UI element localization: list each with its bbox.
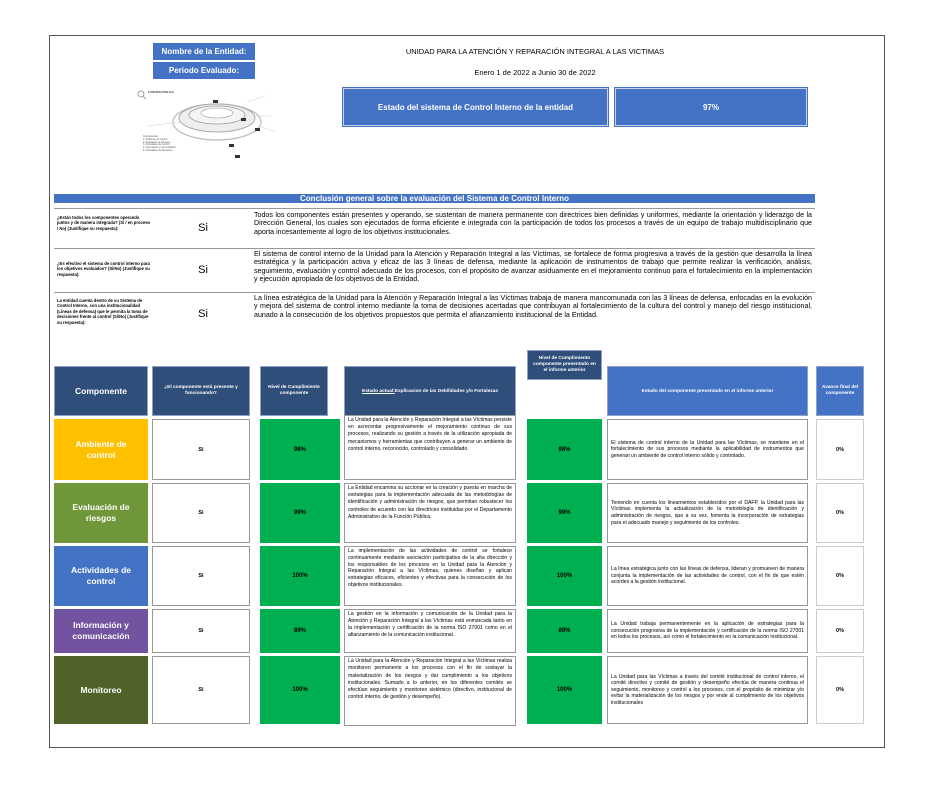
conclusion-text: La línea estratégica de la Unidad para la Atención y Reparación Integral a las Víctimas trabaja de manera mancomunada con las 3 líneas de defensa, enfocadas en la evolución y mejora del sistema de control interno mediante la toma de decisiones acertadas que contribuyan al fortalecimiento de la cultura del control y manejo del riesgo institucional, aunado a la consecución de los objetivos propuestos que permita el afianzamiento institucional de la Entidad.: [254, 294, 812, 319]
component-final: 0%: [816, 656, 864, 724]
component-description: La Unidad para la Atención y Reparación Integral a las Víctimas persiste en acrecentar progresivamente el mejoramiento continuo de sus procesos, realizando su gestión a través de la utilización apropiada de mecanismos y herramientas que contribuyen a generar un ambiente de control interno, reconocido, controlado y consolidado.: [344, 415, 516, 480]
component-prev-description: La Unidad para las Víctimas a través del comité institucional de control interno, el comité directivo y comité de gestión y desempeño efectúa de manera continua el seguimiento, monitoreo y control a los procesos, con el propósito de minimizar y/o evitar la materialización de los riesgos y por ende al cumplimiento de los objetivos institucionales: [607, 656, 808, 724]
component-level: 100%: [260, 546, 340, 606]
diagram-legend: [143, 136, 179, 153]
component-prev-description: Teniendo en cuenta los lineamientos establecidos por el DAFP, la Unidad para las Víctimas implementa la actualización de la metodología de identificación y administración de riesgos, que a su vez, fomenta la incorporación de estrategias para el adecuado manejo y seguimiento de los controles.: [607, 483, 808, 543]
component-level: 89%: [260, 609, 340, 653]
component-prev-level: 89%: [527, 609, 602, 653]
conclusion-row: [54, 248, 815, 290]
component-level: 98%: [260, 419, 340, 480]
entity-label: Nombre de la Entidad:: [153, 43, 255, 60]
header-componente: Componente: [54, 366, 148, 416]
component-description: La gestión en la información y comunicación de la Unidad para la Atención y Reparación Integral a las Víctimas está enmarcada tanto en la implementación y certificación de la norma ISO 27001 como en el afianzamiento de la comunicación institucional.: [344, 609, 516, 653]
component-level: 100%: [260, 656, 340, 724]
period-value: Enero 1 de 2022 a Junio 30 de 2022: [474, 68, 596, 77]
component-prev-level: 100%: [527, 546, 602, 606]
status-label-box: Estado del sistema de Control Interno de la entidad: [343, 88, 608, 126]
conclusion-table: [54, 206, 815, 344]
component-ambiente: Ambiente de control: [54, 419, 148, 480]
component-monitoreo: Monitoreo: [54, 656, 148, 724]
entity-value: UNIDAD PARA LA ATENCIÓN Y REPARACIÓN INTEGRAL A LAS VICTIMAS: [405, 47, 665, 56]
conclusion-answer: Si: [198, 264, 208, 276]
legend-item: 2. Evaluación de Riesgos: [143, 140, 170, 144]
component-prev-level: 98%: [527, 419, 602, 480]
header-avance: Avance final del componente: [816, 366, 864, 416]
conclusion-title: Conclusión general sobre la evaluación del Sistema de Control Interno: [54, 194, 815, 203]
component-present: Si: [152, 419, 250, 480]
component-prev-level: 99%: [527, 483, 602, 543]
conclusion-question: ¿Es efectivo el sistema de control interno para los objetivos evaluados? (Si/No) (Justifique su respuesta):: [57, 261, 150, 277]
header-nivel-anterior: Nivel de Cumplimiento componente presentado en el informe anterior: [527, 350, 602, 380]
component-description: La Unidad para la Atención y Reparación Integral a las Víctimas realiza monitoreo permanente a los procesos con el fin de soslayar la materialización de los riesgos y dar cumplimiento a los objetivos institucionales. Sumado a lo anterior, en los diferentes comités se efectúan seguimiento y monitoreo sistémico (directivo, institucional de control interno, de gestión y desempeño).: [344, 656, 516, 726]
component-present: Si: [152, 546, 250, 606]
legend-item: 4. Información y Comunicación: [143, 146, 176, 150]
component-present: Si: [152, 656, 250, 724]
component-present: Si: [152, 609, 250, 653]
component-riesgos: Evaluación de riesgos: [54, 483, 148, 543]
conclusion-answer: Si: [198, 222, 208, 234]
legend-item: 5. Actividades de Monitoreo: [143, 148, 173, 152]
header-estado-rest: Explicacion de las Debilidades y/o Fortalezas: [394, 388, 498, 394]
component-prev-level: 100%: [527, 656, 602, 724]
component-prev-description: La Unidad trabaja permanentemente en la aplicación de estrategias para la consecución progresiva de la implementación y certificación de la norma ISO 27001 en todos los procesos, así como el fortalecimiento en la comunicación institucional.: [607, 609, 808, 653]
conclusion-answer: Si: [198, 308, 208, 320]
component-present: Si: [152, 483, 250, 543]
conclusion-text: Todos los componentes están presentes y operando, se sustentan de manera permanente con directrices bien definidas y uniformes, mediante la orientación y liderazgo de la Dirección General, los cuales son ejecutados de forma eficiente e integrada con la participación de todos los procesos a través de un equipo de trabajo multidisciplinario que aporta incesantemente al logro de los objetivos institucionales.: [254, 211, 812, 236]
header-nivel: Nivel de Cumplimiento componente: [260, 366, 328, 416]
conclusion-text: El sistema de control interno de la Unidad para la Atención y Reparación Integral a las Víctimas, se fortalece de forma progresiva a través de la gestión que desarrolla la línea estratégica y la participación activa y eficaz de las 3 líneas de defensa, mediante la aplicación de instrumentos de trabajo que permite realizar la verificación, análisis, seguimiento, evaluación y control adecuado de los procesos, con el propósito de avanzar asiduamente en el mejoramiento continuo para el fortalecimiento en la implementación y ejecución apropiada de los objetivos de la Entidad.: [254, 250, 812, 284]
component-prev-description: La línea estratégica junto con las líneas de defensa, lideran y promueven de manera conjunta la implementación de las actividades de control, con el fin de que estén acordes a la gestión institucional.: [607, 546, 808, 606]
conclusion-question: La entidad cuenta dentro de su Sistema de Control Interno, con una institucionalidad (Líneas de defensa) que le permita la toma de decisiones frente al control (Si/No) (Justifique su respuesta):: [57, 298, 149, 325]
component-final: 0%: [816, 419, 864, 480]
status-value-box: 97%: [615, 88, 807, 126]
conclusion-row: [54, 292, 815, 336]
legend-item: 1. Ambiente de Control: [143, 137, 168, 141]
component-informacion: Información y comunicación: [54, 609, 148, 653]
header-estado-prefix: Estado actual:: [362, 388, 395, 394]
header-estado: [344, 366, 516, 416]
component-final: 0%: [816, 483, 864, 543]
component-final: 0%: [816, 609, 864, 653]
function-publica-logo: FUNCIÓN PÚBLICA: [148, 90, 174, 94]
header-presente: ¿El componente está presente y funcionando?: [152, 366, 250, 416]
header-estado-anterior: Estado del componente presentado en el informe anterior: [607, 366, 808, 416]
component-level: 99%: [260, 483, 340, 543]
legend-item: Componentes: [143, 135, 158, 138]
component-description: La Entidad encamina su accionar en la creación y puesta en marcha de estrategias para la implementación adecuada de las metodologías de identificación y administración de riesgos, que permitan robustecer los controles de acuerdo con las directrices instituidas por el Departamento Administrativo de la Función Pública.: [344, 483, 516, 543]
legend-item: 3. Actividades de Control: [143, 143, 170, 147]
component-final: 0%: [816, 546, 864, 606]
conclusion-question: ¿Están todos los componentes operando juntos y de manera integrada? (Si / en proceso / No) (Justifique su respuesta):: [57, 215, 151, 231]
component-actividades: Actividades de control: [54, 546, 148, 606]
conclusion-row: [54, 208, 815, 246]
mipg-diagram: [137, 88, 287, 164]
component-description: La implementación de las actividades de control se fortalece continuamente mediante asociación participativa de la alta dirección y los responsables de los procesos en la Unidad para la Atención y Reparación Integral a las Víctimas, quienes diseñan y aplican estrategias eficaces, eficientes y efectivas para la consecución de los objetivos institucionales.: [344, 546, 516, 606]
component-prev-description: El sistema de control interno de la Unidad para las Víctimas, se mantiene en el fortalecimiento de sus procesos mediante la aplicabilidad de instrumentos que generan un ambiente de control interno sólido y controlado.: [607, 419, 808, 480]
period-label: Periodo Evaluado:: [153, 62, 255, 79]
